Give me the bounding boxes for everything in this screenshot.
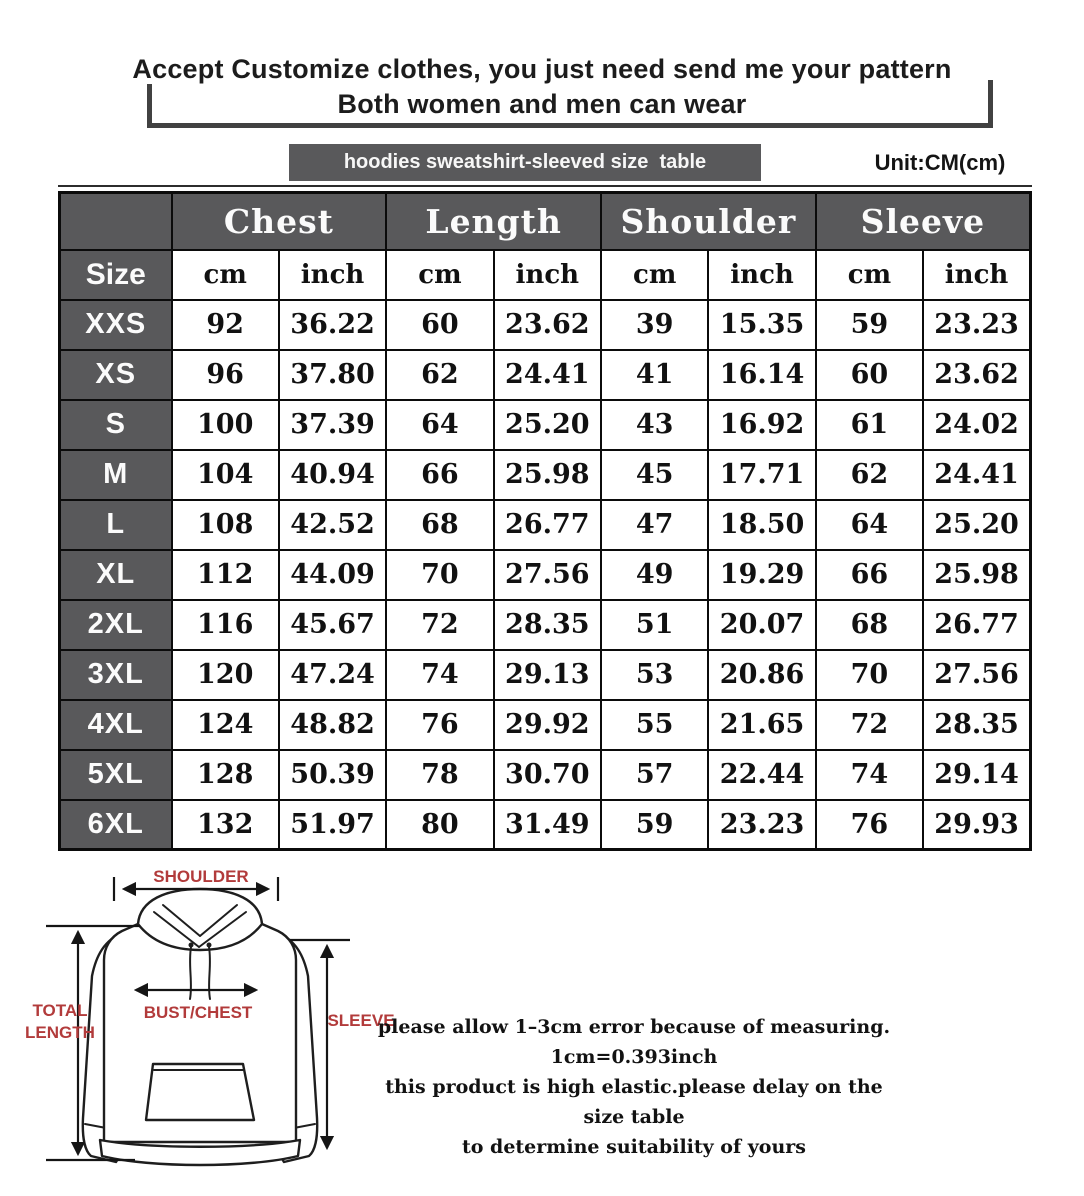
- sub-header-cell: inch: [494, 250, 601, 300]
- size-cell: M: [60, 450, 172, 500]
- column-group-sleeve: Sleeve: [816, 193, 1031, 250]
- value-cell: 25.20: [923, 500, 1030, 550]
- value-cell: 112: [172, 550, 279, 600]
- sub-header-cell: inch: [279, 250, 386, 300]
- value-cell: 66: [816, 550, 923, 600]
- value-cell: 15.35: [708, 300, 815, 350]
- value-cell: 26.77: [494, 500, 601, 550]
- value-cell: 74: [816, 750, 923, 800]
- value-cell: 16.92: [708, 400, 815, 450]
- page-heading: [0, 52, 1084, 122]
- size-cell: XL: [60, 550, 172, 600]
- value-cell: 25.98: [494, 450, 601, 500]
- value-cell: 23.62: [923, 350, 1030, 400]
- column-group-length: Length: [386, 193, 601, 250]
- value-cell: 70: [816, 650, 923, 700]
- value-cell: 49: [601, 550, 708, 600]
- heading-bracket-right: [988, 80, 993, 128]
- size-cell: 3XL: [60, 650, 172, 700]
- size-cell: XS: [60, 350, 172, 400]
- heading-bracket-bottom: [147, 123, 993, 128]
- column-group-chest: Chest: [172, 193, 387, 250]
- value-cell: 47.24: [279, 650, 386, 700]
- value-cell: 55: [601, 700, 708, 750]
- size-cell: 5XL: [60, 750, 172, 800]
- value-cell: 124: [172, 700, 279, 750]
- table-row: [60, 500, 1031, 550]
- value-cell: 92: [172, 300, 279, 350]
- value-cell: 72: [386, 600, 493, 650]
- measuring-notes: [374, 1012, 894, 1162]
- value-cell: 104: [172, 450, 279, 500]
- value-cell: 27.56: [494, 550, 601, 600]
- value-cell: 60: [386, 300, 493, 350]
- value-cell: 108: [172, 500, 279, 550]
- value-cell: 23.62: [494, 300, 601, 350]
- value-cell: 51.97: [279, 800, 386, 850]
- table-row: [60, 650, 1031, 700]
- value-cell: 53: [601, 650, 708, 700]
- table-row: [60, 450, 1031, 500]
- value-cell: 24.41: [923, 450, 1030, 500]
- value-cell: 59: [601, 800, 708, 850]
- sub-header-row: [60, 250, 1031, 300]
- value-cell: 116: [172, 600, 279, 650]
- value-cell: 26.77: [923, 600, 1030, 650]
- value-cell: 41: [601, 350, 708, 400]
- sub-header-cell: inch: [708, 250, 815, 300]
- shoulder-label: SHOULDER: [153, 867, 249, 886]
- value-cell: 50.39: [279, 750, 386, 800]
- value-cell: 51: [601, 600, 708, 650]
- note-line: 1cm=0.393inch: [550, 1046, 718, 1068]
- value-cell: 132: [172, 800, 279, 850]
- value-cell: 64: [386, 400, 493, 450]
- sub-header-cell: cm: [386, 250, 493, 300]
- size-cell: XXS: [60, 300, 172, 350]
- value-cell: 24.41: [494, 350, 601, 400]
- value-cell: 40.94: [279, 450, 386, 500]
- value-cell: 21.65: [708, 700, 815, 750]
- value-cell: 61: [816, 400, 923, 450]
- column-group-shoulder: Shoulder: [601, 193, 816, 250]
- value-cell: 17.71: [708, 450, 815, 500]
- value-cell: 36.22: [279, 300, 386, 350]
- value-cell: 68: [386, 500, 493, 550]
- size-header-cell: Size: [60, 250, 172, 300]
- table-row: [60, 350, 1031, 400]
- value-cell: 29.14: [923, 750, 1030, 800]
- value-cell: 72: [816, 700, 923, 750]
- size-cell: 6XL: [60, 800, 172, 850]
- total-length-label-1: TOTAL: [32, 1001, 88, 1020]
- table-row: [60, 300, 1031, 350]
- value-cell: 45.67: [279, 600, 386, 650]
- table-row: [60, 800, 1031, 850]
- heading-line2: Both women and men can wear: [337, 89, 747, 119]
- value-cell: 28.35: [923, 700, 1030, 750]
- table-row: [60, 600, 1031, 650]
- value-cell: 66: [386, 450, 493, 500]
- value-cell: 45: [601, 450, 708, 500]
- heading-line1: Accept Customize clothes, you just need send me your pattern: [132, 54, 952, 84]
- hoodie-measurement-diagram: [0, 858, 420, 1196]
- value-cell: 24.02: [923, 400, 1030, 450]
- size-cell: 4XL: [60, 700, 172, 750]
- value-cell: 20.07: [708, 600, 815, 650]
- table-title-banner: hoodies sweatshirt-sleeved size table: [289, 144, 761, 181]
- value-cell: 96: [172, 350, 279, 400]
- value-cell: 42.52: [279, 500, 386, 550]
- corner-cell: [60, 193, 172, 250]
- value-cell: 62: [386, 350, 493, 400]
- value-cell: 39: [601, 300, 708, 350]
- value-cell: 120: [172, 650, 279, 700]
- group-header-row: [60, 193, 1031, 250]
- table-row: [60, 550, 1031, 600]
- value-cell: 22.44: [708, 750, 815, 800]
- value-cell: 29.13: [494, 650, 601, 700]
- value-cell: 59: [816, 300, 923, 350]
- value-cell: 76: [816, 800, 923, 850]
- value-cell: 19.29: [708, 550, 815, 600]
- value-cell: 57: [601, 750, 708, 800]
- note-line: this product is high elastic.please delay on the size table: [385, 1076, 883, 1128]
- value-cell: 100: [172, 400, 279, 450]
- value-cell: 128: [172, 750, 279, 800]
- hoodie-outline-drawing: [83, 889, 317, 1165]
- sub-header-cell: cm: [816, 250, 923, 300]
- note-line: to determine suitability of yours: [461, 1136, 807, 1158]
- value-cell: 68: [816, 600, 923, 650]
- table-row: [60, 400, 1031, 450]
- note-line: please allow 1–3cm error because of measuring.: [377, 1016, 891, 1038]
- value-cell: 48.82: [279, 700, 386, 750]
- size-cell: L: [60, 500, 172, 550]
- size-table: [58, 191, 1032, 851]
- value-cell: 76: [386, 700, 493, 750]
- value-cell: 25.98: [923, 550, 1030, 600]
- value-cell: 27.56: [923, 650, 1030, 700]
- value-cell: 44.09: [279, 550, 386, 600]
- sub-header-cell: cm: [172, 250, 279, 300]
- value-cell: 20.86: [708, 650, 815, 700]
- value-cell: 25.20: [494, 400, 601, 450]
- value-cell: 78: [386, 750, 493, 800]
- value-cell: 37.80: [279, 350, 386, 400]
- value-cell: 29.93: [923, 800, 1030, 850]
- table-row: [60, 700, 1031, 750]
- sub-header-cell: inch: [923, 250, 1030, 300]
- table-top-rule: [58, 185, 1032, 187]
- heading-bracket-left: [147, 84, 152, 128]
- value-cell: 28.35: [494, 600, 601, 650]
- table-row: [60, 750, 1031, 800]
- value-cell: 64: [816, 500, 923, 550]
- value-cell: 30.70: [494, 750, 601, 800]
- total-length-label-2: LENGTH: [25, 1023, 95, 1042]
- value-cell: 23.23: [923, 300, 1030, 350]
- sleeve-label: SLEEVE: [327, 1011, 395, 1030]
- sub-header-cell: cm: [601, 250, 708, 300]
- value-cell: 37.39: [279, 400, 386, 450]
- value-cell: 29.92: [494, 700, 601, 750]
- value-cell: 43: [601, 400, 708, 450]
- value-cell: 62: [816, 450, 923, 500]
- value-cell: 74: [386, 650, 493, 700]
- value-cell: 70: [386, 550, 493, 600]
- bust-chest-label: BUST/CHEST: [143, 1003, 253, 1022]
- value-cell: 31.49: [494, 800, 601, 850]
- value-cell: 60: [816, 350, 923, 400]
- value-cell: 47: [601, 500, 708, 550]
- value-cell: 23.23: [708, 800, 815, 850]
- value-cell: 80: [386, 800, 493, 850]
- unit-label: Unit:CM(cm): [874, 150, 1006, 175]
- size-cell: 2XL: [60, 600, 172, 650]
- value-cell: 16.14: [708, 350, 815, 400]
- size-cell: S: [60, 400, 172, 450]
- value-cell: 18.50: [708, 500, 815, 550]
